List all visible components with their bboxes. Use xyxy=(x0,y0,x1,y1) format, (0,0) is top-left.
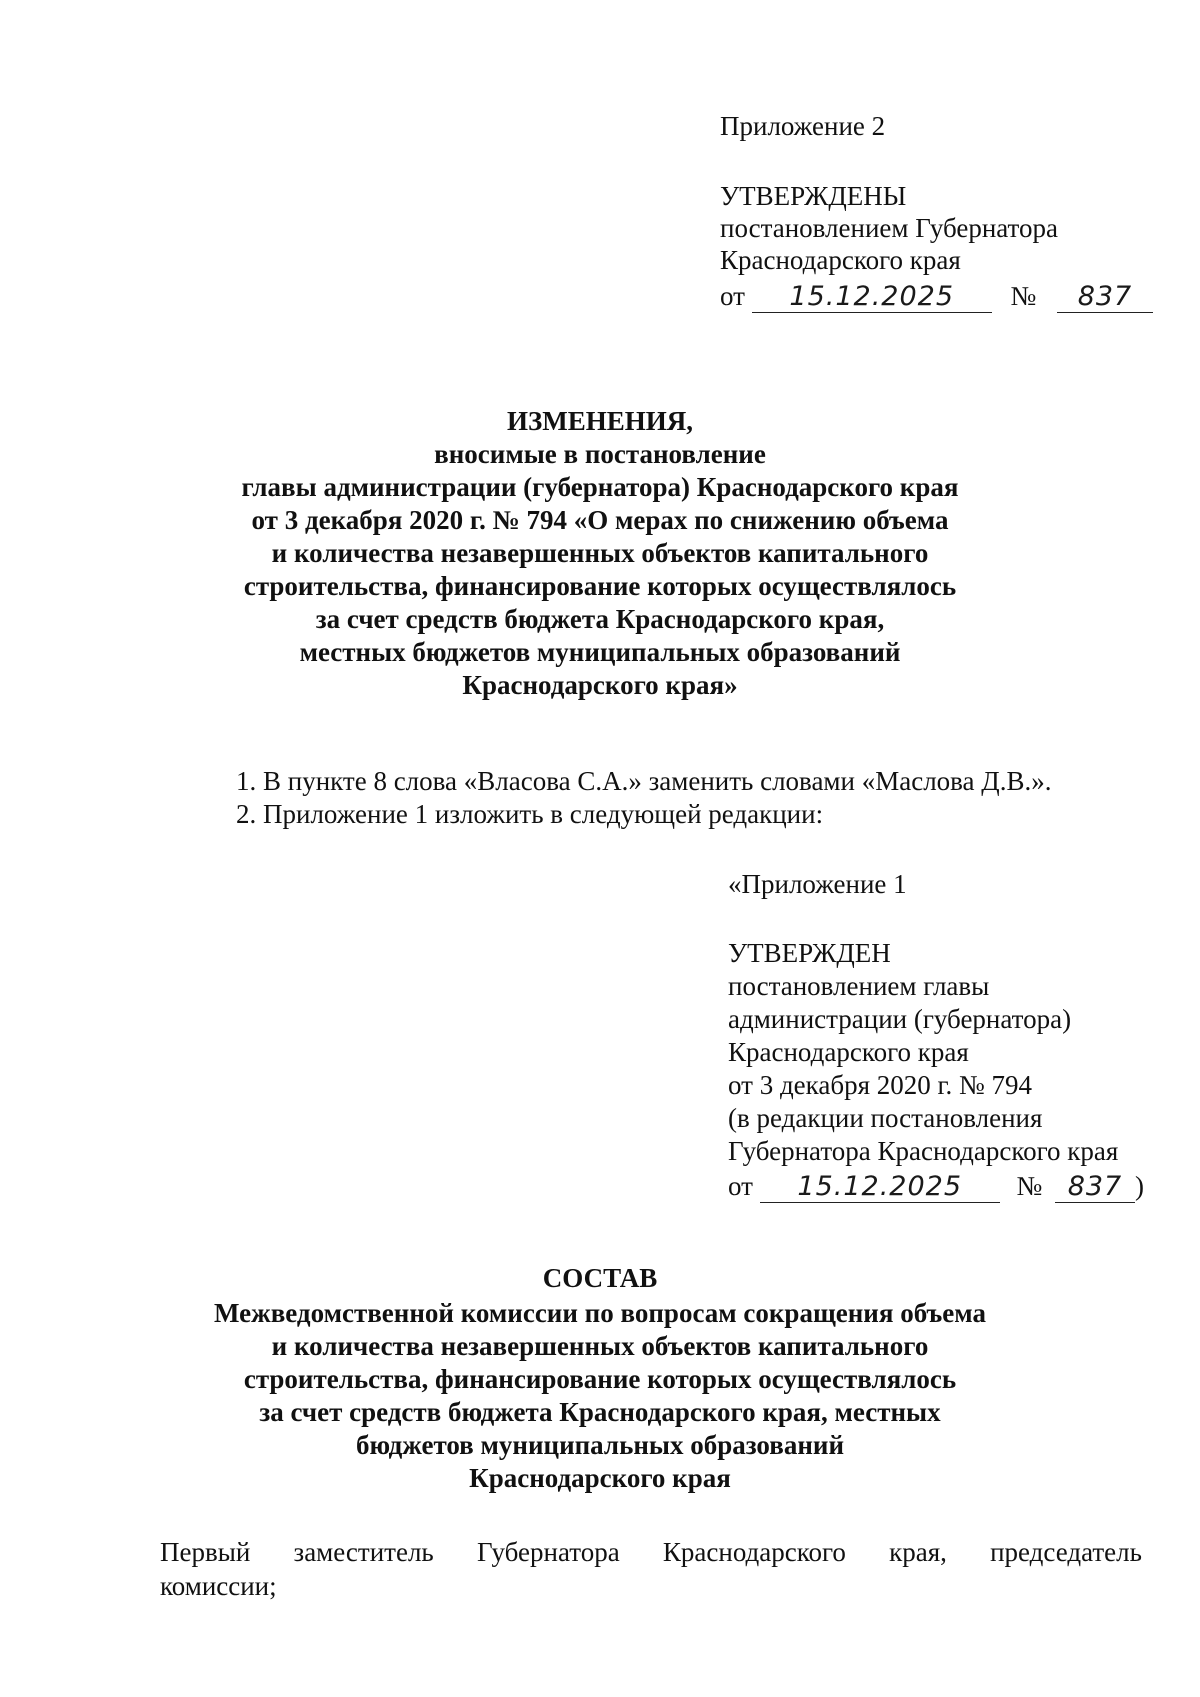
composition-line-4: за счет средств бюджета Краснодарского края, местных xyxy=(259,1397,941,1427)
body-word: заместитель xyxy=(293,1537,434,1567)
body-second-line: комиссии; xyxy=(160,1571,277,1601)
composition-line-3: строительства, финансирование которых осуществлялось xyxy=(243,1364,957,1394)
annex1-line-2: администрации (губернатора) xyxy=(728,1004,1072,1034)
decree-date-handwritten: 15.12.2025 xyxy=(752,282,992,313)
annex1-number-handwritten: 837 xyxy=(1055,1172,1135,1203)
composition-title: СОСТАВ xyxy=(542,1263,658,1293)
approved-by-line-2: Краснодарского края xyxy=(720,245,961,275)
body-word: Краснодарского xyxy=(662,1537,846,1567)
composition-line-1: Межведомственной комиссии по вопросам сокращения объема xyxy=(214,1298,986,1328)
annex-label: Приложение 2 xyxy=(720,111,886,141)
list-item: 1. В пункте 8 слова «Власова С.А.» заменить словами «Маслова Д.В.». xyxy=(236,766,1052,796)
annex1-line-5: (в редакции постановления xyxy=(728,1103,1043,1133)
decree-date-number-line xyxy=(720,280,1153,313)
annex1-date-number-line xyxy=(728,1170,1144,1203)
annex1-date-handwritten: 15.12.2025 xyxy=(760,1172,1000,1203)
annex1-label: «Приложение 1 xyxy=(728,869,907,899)
body-word: края, xyxy=(889,1537,947,1567)
annex1-number-label: № xyxy=(1016,1171,1043,1201)
heading-line-1: вносимые в постановление xyxy=(434,439,766,469)
body-word: председатель xyxy=(990,1537,1142,1567)
heading-line-3: от 3 декабря 2020 г. № 794 «О мерах по снижению объема xyxy=(251,505,949,535)
heading-line-4: и количества незавершенных объектов капитального xyxy=(271,538,929,568)
annex1-line-6: Губернатора Краснодарского края xyxy=(728,1136,1119,1166)
composition-line-5: бюджетов муниципальных образований xyxy=(355,1430,845,1460)
annex1-line-3: Краснодарского края xyxy=(728,1037,969,1067)
composition-line-2: и количества незавершенных объектов капитального xyxy=(271,1331,929,1361)
annex1-approved-label: УТВЕРЖДЕН xyxy=(728,938,891,968)
heading-line-2: главы администрации (губернатора) Краснодарского края xyxy=(241,472,959,502)
heading-line-6: за счет средств бюджета Краснодарского края, xyxy=(315,604,885,634)
body-word: Губернатора xyxy=(476,1537,620,1567)
approved-label: УТВЕРЖДЕНЫ xyxy=(720,181,907,211)
approved-by-line-1: постановлением Губернатора xyxy=(720,213,1058,243)
annex1-from-label: от xyxy=(728,1171,753,1201)
heading-line-8: Краснодарского края» xyxy=(462,670,738,700)
list-item: 2. Приложение 1 изложить в следующей редакции: xyxy=(236,799,824,829)
body-first-line xyxy=(160,1536,1142,1568)
annex1-closing-paren: ) xyxy=(1134,1171,1144,1201)
annex1-line-1: постановлением главы xyxy=(728,971,990,1001)
decree-number-handwritten: 837 xyxy=(1057,282,1153,313)
changes-title: ИЗМЕНЕНИЯ, xyxy=(506,406,693,436)
annex1-line-4: от 3 декабря 2020 г. № 794 xyxy=(728,1070,1033,1100)
from-label: от xyxy=(720,281,745,311)
heading-line-7: местных бюджетов муниципальных образований xyxy=(299,637,901,667)
heading-line-5: строительства, финансирование которых осуществлялось xyxy=(243,571,957,601)
body-word: Первый xyxy=(160,1537,251,1567)
composition-line-6: Краснодарского края xyxy=(469,1463,731,1493)
number-label: № xyxy=(1010,281,1037,311)
